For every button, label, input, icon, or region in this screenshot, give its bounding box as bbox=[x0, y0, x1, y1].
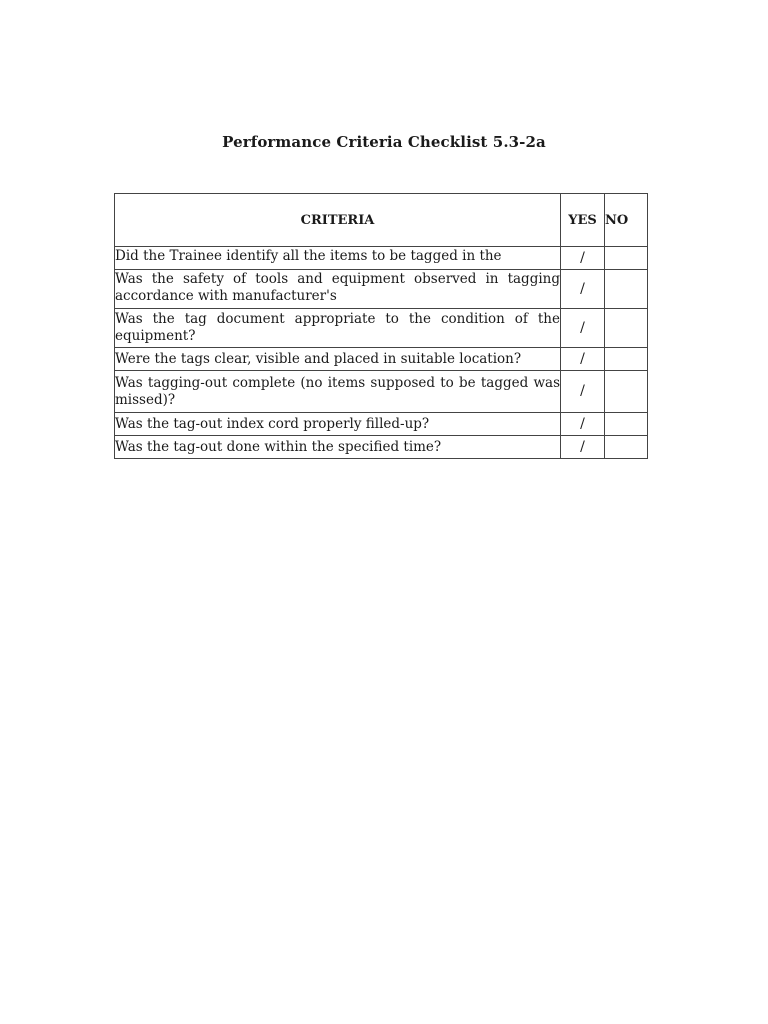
criteria-column-header: CRITERIA bbox=[115, 194, 561, 247]
no-mark bbox=[605, 436, 648, 459]
yes-column-header: YES bbox=[561, 194, 605, 247]
criteria-checklist-table bbox=[114, 193, 648, 459]
no-mark bbox=[605, 371, 648, 413]
criterion-text: Was the tag-out done within the specified time? bbox=[115, 436, 561, 459]
table-row bbox=[115, 270, 648, 309]
table-row bbox=[115, 247, 648, 270]
table-row bbox=[115, 371, 648, 413]
criterion-text: Were the tags clear, visible and placed in suitable location? bbox=[115, 348, 561, 371]
no-mark bbox=[605, 348, 648, 371]
criterion-cell bbox=[115, 247, 561, 270]
no-mark bbox=[605, 247, 648, 270]
yes-mark: / bbox=[561, 270, 605, 309]
criterion-text: Was tagging-out complete (no items supposed to be tagged was missed)? bbox=[115, 371, 561, 413]
yes-mark: / bbox=[561, 309, 605, 348]
criterion-text: Was the safety of tools and equipment observed in tagging accordance with manufacturer's bbox=[115, 271, 560, 304]
yes-mark: / bbox=[561, 371, 605, 413]
page-title: Performance Criteria Checklist 5.3-2a bbox=[222, 133, 546, 151]
no-mark bbox=[605, 309, 648, 348]
table-row bbox=[115, 348, 648, 371]
no-column-header: NO bbox=[605, 194, 648, 247]
yes-mark: / bbox=[561, 348, 605, 371]
criterion-cell bbox=[115, 270, 561, 309]
table-row bbox=[115, 413, 648, 436]
table-header-row bbox=[115, 194, 648, 247]
yes-mark: / bbox=[561, 436, 605, 459]
criterion-text: Was the tag-out index cord properly filled-up? bbox=[115, 413, 561, 436]
yes-mark: / bbox=[561, 413, 605, 436]
criterion-text: Did the Trainee identify all the items to be tagged in the bbox=[115, 248, 502, 264]
table-row bbox=[115, 309, 648, 348]
yes-mark: / bbox=[561, 247, 605, 270]
criterion-text: Was the tag document appropriate to the condition of the equipment? bbox=[115, 309, 561, 348]
no-mark bbox=[605, 413, 648, 436]
no-mark bbox=[605, 270, 648, 309]
table-row bbox=[115, 436, 648, 459]
